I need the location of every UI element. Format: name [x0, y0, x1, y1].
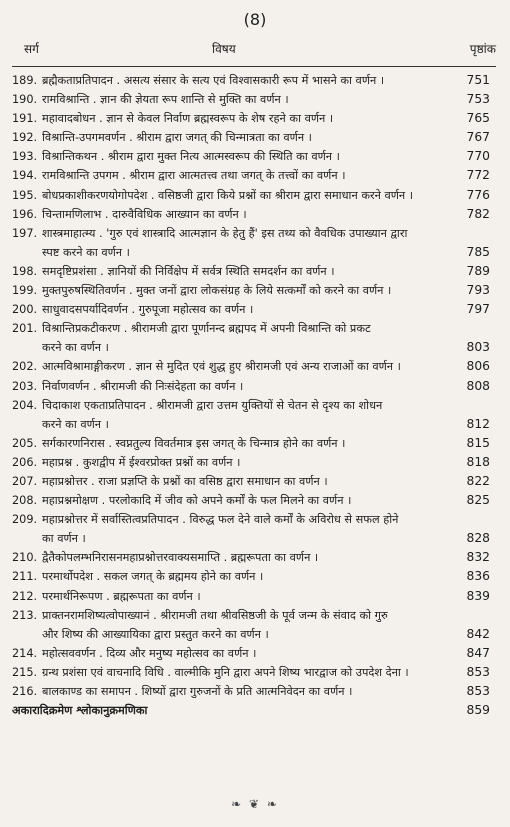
contents-row	[12, 682, 496, 701]
contents-row	[12, 147, 496, 166]
entry-description	[42, 147, 496, 166]
entry-text: बोधप्रकाशीकरणयोगोपदेश . वसिष्ठजी द्वारा किये प्रश्नों का श्रीराम द्वारा समाधान करने वर्णन ।	[42, 188, 414, 202]
entry-text: परमार्थोपदेश . सकल जगत् के ब्रह्ममय होने का वर्णन ।	[42, 570, 264, 584]
page-ref: 753	[466, 92, 490, 107]
sarga-number: 211.	[12, 570, 38, 584]
sarga-number: 207.	[12, 474, 38, 488]
contents-row	[12, 644, 496, 663]
index-row	[12, 701, 496, 720]
entry-description	[42, 491, 496, 510]
contents-row	[12, 300, 496, 319]
ornament: ❧ ❦ ❧	[231, 797, 279, 811]
entry-description	[42, 166, 496, 185]
page-ref: 770	[466, 149, 490, 164]
contents-row	[12, 128, 496, 147]
entry-text-continued: करने का वर्णन ।	[42, 341, 109, 355]
entry-description	[42, 357, 496, 376]
index-label: अकारादिक्रमेण श्लोकानुक्रमणिका	[12, 704, 148, 718]
entry-text: प्राक्तनरामशिष्यत्वोपाख्यानं . श्रीरामजी तथा श्रीवसिष्ठजी के पूर्व जन्म के संवाद को गुरु	[42, 608, 388, 622]
page-ref: 839	[466, 588, 490, 603]
entry-text: रामविश्रान्ति उपगम . श्रीराम द्वारा आत्मतत्त्व तथा जगत् के तत्त्वों का वर्णन ।	[42, 169, 346, 183]
sarga-number: 216.	[12, 685, 38, 698]
contents-row	[12, 166, 496, 185]
page-ref: 767	[466, 130, 490, 145]
entry-text-continued: स्पष्ट करने का वर्णन ।	[42, 245, 130, 259]
sarga-number: 209.	[12, 513, 38, 527]
entry-text-continued: और शिष्य की आख्यायिका द्वारा प्रस्तुत करने का वर्णन ।	[42, 627, 269, 641]
page-ref: 828	[466, 531, 490, 546]
entry-description	[42, 300, 496, 319]
entry-text: महाप्रश्न . कुशद्वीप में ईश्वरप्रोक्त प्रश्नों का वर्णन ।	[42, 455, 241, 469]
entry-text: बालकाण्ड का समापन . शिष्यों द्वारा गुरुजनों के प्रति आत्मनिवेदन का वर्णन ।	[42, 685, 353, 698]
entry-text: आत्मविश्रामाङ्गीकरण . ज्ञान से मुदित एवं शुद्ध हुए श्रीरामजी एवं अन्य राजाओं का वर्णन ।	[42, 360, 401, 374]
entry-description	[42, 90, 496, 109]
sarga-number: 212.	[12, 589, 38, 603]
entry-text: विश्रान्तिप्रकटीकरण . श्रीरामजी द्वारा पूर्णानन्द ब्रह्मपद में अपनी विश्रान्ति को प्रकट	[42, 322, 371, 336]
contents-row	[12, 396, 496, 434]
index-page-ref: 859	[466, 703, 490, 718]
contents-row	[12, 606, 496, 644]
contents-list	[12, 71, 496, 720]
page-ref: 772	[466, 168, 490, 183]
sarga-number: 202.	[12, 360, 38, 374]
sarga-number: 213.	[12, 608, 38, 622]
entry-text: निर्वाणवर्णन . श्रीरामजी की निःसंदेहता का वर्णन ।	[42, 379, 244, 393]
sarga-number: 205.	[12, 436, 38, 450]
entry-description	[42, 186, 496, 205]
entry-text: महाप्रश्नमोक्षण . परलोकादि में जीव को अपने कर्मों के फल मिलने का वर्णन ।	[42, 494, 352, 508]
page-ref: 842	[466, 626, 490, 641]
header-sarga: सर्ग	[24, 42, 39, 56]
page-ref: 825	[466, 493, 490, 508]
sarga-number: 196.	[12, 207, 38, 221]
contents-row	[12, 319, 496, 357]
contents-row	[12, 186, 496, 205]
entry-description	[42, 644, 496, 663]
entry-text: सर्गकारणनिरास . स्वप्नतुल्य विवर्तमात्र इस जगत् के चिन्मात्र होने का वर्णन ।	[42, 436, 346, 450]
contents-row	[12, 262, 496, 281]
entry-description	[42, 434, 496, 453]
contents-row	[12, 281, 496, 300]
sarga-number: 192.	[12, 131, 38, 145]
contents-row	[12, 587, 496, 606]
sarga-number: 194.	[12, 169, 38, 183]
contents-row	[12, 434, 496, 453]
entry-description	[42, 319, 496, 357]
contents-row	[12, 453, 496, 472]
sarga-number: 193.	[12, 150, 38, 164]
sarga-number: 197.	[12, 226, 38, 240]
entry-description	[42, 109, 496, 128]
entry-text: साधुवादसपर्यादिवर्णन . गुरुपूजा महोत्सव का वर्णन ।	[42, 303, 254, 317]
sarga-number: 198.	[12, 264, 38, 278]
entry-text: विश्रान्ति-उपगमवर्णन . श्रीराम द्वारा जगत् की चिन्मात्रता का वर्णन ।	[42, 131, 312, 145]
entry-text: चिदाकाश एकताप्रतिपादन . श्रीरामजी द्वारा उत्तम युक्तियों से चेतन से दृश्य का शोधन	[42, 398, 383, 412]
entry-description	[42, 377, 496, 396]
entry-text: ब्रह्मैकताप्रतिपादन . असत्य संसार के सत्य एवं विश्वासकारी रूप में भासने का वर्णन ।	[42, 74, 385, 87]
contents-row	[12, 224, 496, 262]
entry-description	[42, 472, 496, 491]
page-ref: 808	[466, 378, 490, 393]
contents-row	[12, 205, 496, 224]
entry-text: महावादबोधन . ज्ञान से केवल निर्वाण ब्रह्मस्वरूप के शेष रहने का वर्णन ।	[42, 112, 334, 126]
entry-description	[42, 128, 496, 147]
page-ref: 818	[466, 454, 490, 469]
page-ref: 797	[466, 302, 490, 317]
contents-row	[12, 510, 496, 548]
entry-text-continued: का वर्णन ।	[42, 532, 86, 546]
page-ref: 847	[466, 645, 490, 660]
sarga-number: 208.	[12, 494, 38, 508]
entry-description	[42, 453, 496, 472]
entry-description	[42, 262, 496, 281]
entry-description	[42, 396, 496, 434]
sarga-number: 199.	[12, 284, 38, 298]
page-ref: 806	[466, 359, 490, 374]
page-number: (8)	[243, 10, 267, 29]
contents-row	[12, 377, 496, 396]
entry-text: महाप्रश्नोत्तर . राजा प्रज्ञप्ति के प्रश्नों का वसिष्ठ द्वारा समाधान का वर्णन ।	[42, 474, 328, 488]
sarga-number: 200.	[12, 303, 38, 317]
page-ref: 803	[466, 340, 490, 355]
sarga-number: 190.	[12, 93, 38, 107]
entry-description	[42, 567, 496, 586]
page-ref: 793	[466, 283, 490, 298]
sarga-number: 201.	[12, 322, 38, 336]
entry-text: द्वैतैकोपलम्भनिरासनमहाप्रश्नोत्तरवाक्यसमाप्ति . ब्रह्मरूपता का वर्णन ।	[42, 551, 319, 565]
page-ref: 789	[466, 263, 490, 278]
contents-row	[12, 548, 496, 567]
sarga-number: 206.	[12, 455, 38, 469]
contents-row	[12, 71, 496, 90]
contents-row	[12, 491, 496, 510]
entry-text: चिन्तामणिलाभ . दारुवैविधिक आख्यान का वर्णन ।	[42, 207, 247, 221]
entry-description	[42, 224, 496, 262]
entry-text: रामविश्रान्ति . ज्ञान की ज्ञेयता रूप शान्ति से मुक्ति का वर्णन ।	[42, 93, 289, 107]
entry-description	[42, 682, 496, 701]
header-vishay: विषय	[212, 42, 236, 56]
page-ref: 832	[466, 550, 490, 565]
entry-description	[42, 548, 496, 567]
entry-description	[42, 71, 496, 90]
sarga-number: 204.	[12, 398, 38, 412]
contents-row	[12, 357, 496, 376]
header-divider	[12, 66, 496, 67]
entry-text: महाप्रश्नोत्तर में सर्वास्तित्वप्रतिपादन . विरुद्ध फल देने वाले कर्मों के अविरोध से सफल होने	[42, 513, 399, 527]
sarga-number: 203.	[12, 379, 38, 393]
page-ref: 776	[466, 187, 490, 202]
page-ref: 765	[466, 111, 490, 126]
sarga-number: 215.	[12, 665, 38, 679]
entry-text: शास्त्रमाहात्म्य . 'गुरु एवं शास्त्रादि आत्मज्ञान के हेतु हैं' इस तथ्य को वैवधिक उपाख्यान द्वारा	[42, 226, 408, 240]
page-ref: 822	[466, 473, 490, 488]
contents-row	[12, 567, 496, 586]
sarga-number: 210.	[12, 551, 38, 565]
sarga-number: 195.	[12, 188, 38, 202]
contents-row	[12, 109, 496, 128]
sarga-number: 189.	[12, 74, 38, 87]
entry-text: परमार्थनिरूपण . ब्रह्मरूपता का वर्णन ।	[42, 589, 201, 603]
page-ref: 812	[466, 416, 490, 431]
page-ref: 782	[466, 206, 490, 221]
entry-text: महोत्सववर्णन . दिव्य और मनुष्य महोत्सव का वर्णन ।	[42, 646, 257, 660]
sarga-number: 191.	[12, 112, 38, 126]
entry-text: समदृष्टिप्रशंसा . ज्ञानियों की निर्विक्षेप में सर्वत्र स्थिति समदर्शन का वर्णन ।	[42, 264, 335, 278]
page-ref: 751	[466, 73, 490, 87]
page-ref: 853	[466, 684, 490, 698]
entry-description	[42, 510, 496, 548]
entry-description	[42, 587, 496, 606]
entry-text: विश्रान्तिकथन . श्रीराम द्वारा मुक्त नित्य आत्मस्वरूप की स्थिति का वर्णन ।	[42, 150, 340, 164]
entry-text: मुक्तपुरुषस्थितिवर्णन . मुक्त जनों द्वारा लोकसंग्रह के लिये सत्कर्मों को करने का वर्णन ।	[42, 284, 392, 298]
contents-row	[12, 663, 496, 682]
entry-description	[42, 281, 496, 300]
entry-description	[42, 663, 496, 682]
page-ref: 853	[466, 664, 490, 679]
sarga-number: 214.	[12, 646, 38, 660]
entry-description	[42, 606, 496, 644]
contents-row	[12, 90, 496, 109]
page-ref: 836	[466, 569, 490, 584]
entry-text-continued: करने का वर्णन ।	[42, 417, 109, 431]
entry-description	[42, 205, 496, 224]
page-ref: 785	[466, 244, 490, 259]
entry-text: ग्रन्थ प्रशंसा एवं वाचनादि विधि . वाल्मीकि मुनि द्वारा अपने शिष्य भारद्वाज को उपदेश देना ।	[42, 665, 409, 679]
contents-row	[12, 472, 496, 491]
page-ref: 815	[466, 435, 490, 450]
header-page: पृष्ठांक	[469, 42, 496, 56]
